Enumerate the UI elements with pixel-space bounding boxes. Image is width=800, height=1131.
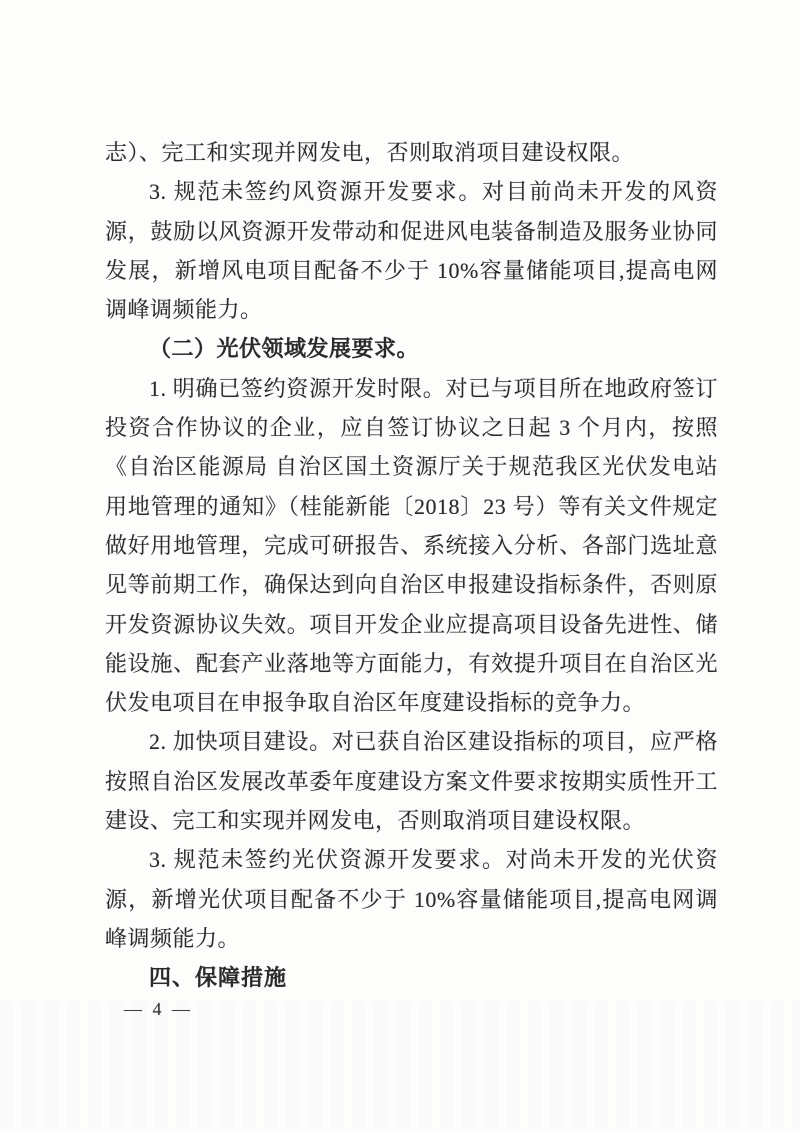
page-number: — 4 —	[124, 999, 193, 1019]
paragraph-pv-accelerate-construction: 2. 加快项目建设。对已获自治区建设指标的项目，应严格按照自治区发展改革委年度建设方案文件要求按期实质性开工建设、完工和实现并网发电，否则取消项目建设权限。	[105, 729, 718, 834]
paragraph-continuation-grid-connection: 志）、完工和实现并网发电，否则取消项目建设权限。	[105, 140, 635, 165]
section-heading-photovoltaic-requirements: （二）光伏领域发展要求。	[149, 336, 420, 362]
document-body	[105, 133, 718, 998]
paragraph-pv-signed-resource-deadline: 1. 明确已签约资源开发时限。对已与项目所在地政府签订投资合作协议的企业，应自签订协议之日起 3 个月内，按照《自治区能源局 自治区国土资源厅关于规范我区光伏发电站用地管理的通知》（桂能新能〔2018〕23 号）等有关文件规定做好用地管理，完成可研报告、系统接入分析、各部门选址意见等前期工作，确保达到向自治区申报建设指标条件，否则原开发资源协议失效。项目开发企业应提高项目设备先进性、储能设施、配套产业落地等方面能力，有效提升项目在自治区光伏发电项目在申报争取自治区年度建设指标的竞争力。	[105, 375, 718, 716]
paragraph-wind-unsigned-resources: 3. 规范未签约风资源开发要求。对目前尚未开发的风资源，鼓励以风资源开发带动和促进风电装备制造及服务业协同发展，新增风电项目配备不少于 10%容量储能项目,提高电网调峰调频能力。	[105, 179, 718, 323]
chapter-heading-safeguard-measures: 四、保障措施	[149, 965, 288, 991]
paragraph-pv-unsigned-resources: 3. 规范未签约光伏资源开发要求。对尚未开发的光伏资源，新增光伏项目配备不少于 10%容量储能项目,提高电网调峰调频能力。	[105, 847, 718, 951]
